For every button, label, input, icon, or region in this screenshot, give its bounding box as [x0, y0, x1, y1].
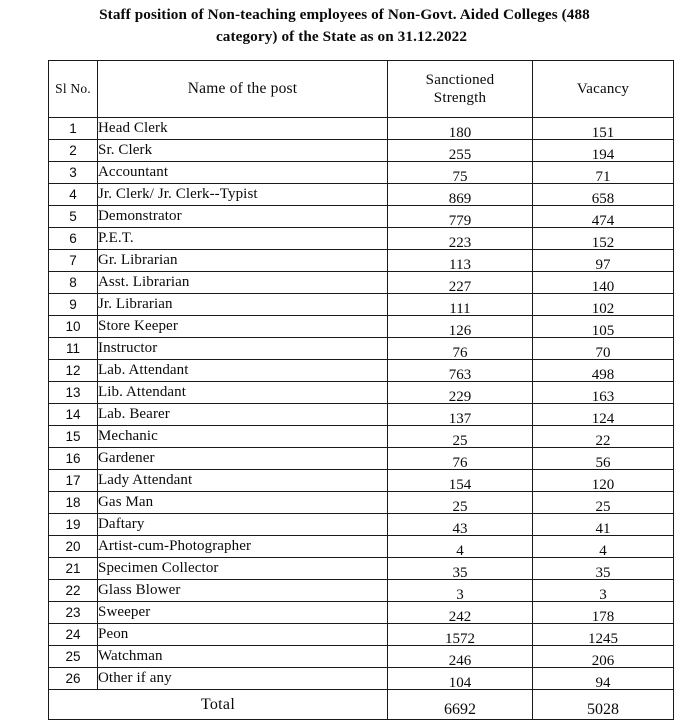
- cell-vacancy: [533, 514, 674, 536]
- cell-sanctioned-strength-value: 227: [448, 279, 472, 295]
- cell-vacancy: [533, 470, 674, 492]
- cell-vacancy-value: 206: [591, 653, 615, 669]
- cell-sanctioned-strength-value: 255: [448, 147, 472, 163]
- cell-sanctioned-strength: [388, 624, 533, 646]
- cell-sanctioned-strength-value: 180: [448, 125, 472, 141]
- cell-name-of-post: Daftary: [98, 514, 388, 536]
- column-header-sanctioned-strength-line1: Sanctioned: [425, 72, 495, 88]
- cell-vacancy-value: 71: [595, 169, 611, 185]
- cell-vacancy-value: 120: [591, 477, 615, 493]
- cell-name-of-post: Peon: [98, 624, 388, 646]
- cell-sanctioned-strength: [388, 470, 533, 492]
- cell-vacancy-value: 498: [591, 367, 615, 383]
- cell-sanctioned-strength: [388, 272, 533, 294]
- cell-vacancy: [533, 228, 674, 250]
- cell-sanctioned-strength: [388, 338, 533, 360]
- cell-name-of-post: Specimen Collector: [98, 558, 388, 580]
- table-row: [49, 492, 674, 514]
- cell-sanctioned-strength-value: 763: [448, 367, 472, 383]
- cell-sanctioned-strength: [388, 118, 533, 140]
- cell-sanctioned-strength-value: 25: [452, 499, 468, 515]
- table-row: [49, 382, 674, 404]
- table-body: [49, 118, 674, 720]
- cell-name-of-post: Head Clerk: [98, 118, 388, 140]
- cell-name-of-post: Jr. Clerk/ Jr. Clerk--Typist: [98, 184, 388, 206]
- cell-vacancy-value: 124: [591, 411, 615, 427]
- cell-vacancy-value: 35: [595, 565, 611, 581]
- cell-name-of-post: Artist-cum-Photographer: [98, 536, 388, 558]
- cell-vacancy-value: 163: [591, 389, 615, 405]
- cell-sanctioned-strength: [388, 646, 533, 668]
- cell-vacancy: [533, 162, 674, 184]
- table-row: [49, 184, 674, 206]
- cell-sl-no: 5: [49, 206, 98, 228]
- cell-vacancy: [533, 558, 674, 580]
- cell-sl-no: 14: [49, 404, 98, 426]
- cell-name-of-post: Asst. Librarian: [98, 272, 388, 294]
- table-header-row: [49, 61, 674, 118]
- table-row: [49, 360, 674, 382]
- cell-sanctioned-strength-value: 246: [448, 653, 472, 669]
- cell-sanctioned-strength: [388, 580, 533, 602]
- page-title: [0, 4, 683, 48]
- cell-vacancy-value: 151: [591, 125, 615, 141]
- cell-sl-no: 6: [49, 228, 98, 250]
- cell-vacancy-value: 152: [591, 235, 615, 251]
- cell-vacancy-value: 178: [591, 609, 615, 625]
- cell-sl-no: 22: [49, 580, 98, 602]
- cell-sanctioned-strength-value: 25: [452, 433, 468, 449]
- cell-vacancy: [533, 272, 674, 294]
- cell-sanctioned-strength-value: 35: [452, 565, 468, 581]
- cell-sanctioned-strength: [388, 448, 533, 470]
- cell-vacancy: [533, 118, 674, 140]
- table-row: [49, 646, 674, 668]
- cell-vacancy: [533, 360, 674, 382]
- cell-sanctioned-strength: [388, 162, 533, 184]
- cell-sanctioned-strength-value: 869: [448, 191, 472, 207]
- cell-vacancy: [533, 492, 674, 514]
- cell-sanctioned-strength: [388, 206, 533, 228]
- table-row: [49, 118, 674, 140]
- cell-vacancy: [533, 448, 674, 470]
- cell-sanctioned-strength: [388, 558, 533, 580]
- cell-name-of-post: Sweeper: [98, 602, 388, 624]
- total-vacancy: [533, 690, 674, 720]
- cell-name-of-post: Watchman: [98, 646, 388, 668]
- column-header-sanctioned-strength-line2: Strength: [433, 90, 487, 106]
- cell-vacancy: [533, 404, 674, 426]
- cell-sl-no: 1: [49, 118, 98, 140]
- cell-vacancy-value: 474: [591, 213, 615, 229]
- table-total-row: [49, 690, 674, 720]
- cell-sanctioned-strength: [388, 316, 533, 338]
- cell-sanctioned-strength: [388, 360, 533, 382]
- cell-sanctioned-strength-value: 779: [448, 213, 472, 229]
- column-header-sanctioned-strength: [388, 61, 533, 118]
- table-row: [49, 470, 674, 492]
- table-row: [49, 404, 674, 426]
- cell-sl-no: 10: [49, 316, 98, 338]
- cell-vacancy: [533, 206, 674, 228]
- table-row: [49, 206, 674, 228]
- table-row: [49, 514, 674, 536]
- column-header-name-of-post: Name of the post: [98, 61, 388, 118]
- total-vacancy-value: 5028: [587, 700, 619, 718]
- table-row: [49, 536, 674, 558]
- cell-vacancy: [533, 382, 674, 404]
- cell-vacancy: [533, 602, 674, 624]
- cell-name-of-post: Instructor: [98, 338, 388, 360]
- cell-sanctioned-strength-value: 3: [456, 587, 464, 603]
- cell-sanctioned-strength-value: 229: [448, 389, 472, 405]
- cell-sanctioned-strength-value: 76: [452, 455, 468, 471]
- cell-sanctioned-strength: [388, 228, 533, 250]
- cell-vacancy-value: 102: [591, 301, 615, 317]
- cell-vacancy-value: 194: [591, 147, 615, 163]
- cell-sanctioned-strength-value: 76: [452, 345, 468, 361]
- cell-vacancy-value: 70: [595, 345, 611, 361]
- cell-sanctioned-strength-value: 43: [452, 521, 468, 537]
- cell-sanctioned-strength: [388, 668, 533, 690]
- cell-sanctioned-strength: [388, 184, 533, 206]
- cell-name-of-post: P.E.T.: [98, 228, 388, 250]
- cell-sanctioned-strength-value: 4: [456, 543, 464, 559]
- cell-sl-no: 8: [49, 272, 98, 294]
- cell-sl-no: 12: [49, 360, 98, 382]
- cell-name-of-post: Mechanic: [98, 426, 388, 448]
- cell-vacancy-value: 140: [591, 279, 615, 295]
- table-row: [49, 294, 674, 316]
- cell-vacancy: [533, 536, 674, 558]
- cell-sanctioned-strength: [388, 140, 533, 162]
- cell-name-of-post: Demonstrator: [98, 206, 388, 228]
- cell-name-of-post: Store Keeper: [98, 316, 388, 338]
- table-row: [49, 140, 674, 162]
- table-row: [49, 272, 674, 294]
- cell-sl-no: 23: [49, 602, 98, 624]
- table-row: [49, 162, 674, 184]
- table-row: [49, 250, 674, 272]
- cell-sanctioned-strength: [388, 602, 533, 624]
- cell-vacancy-value: 25: [595, 499, 611, 515]
- cell-name-of-post: Other if any: [98, 668, 388, 690]
- cell-sanctioned-strength: [388, 492, 533, 514]
- cell-sanctioned-strength-value: 111: [449, 301, 471, 317]
- table-row: [49, 602, 674, 624]
- cell-sl-no: 24: [49, 624, 98, 646]
- cell-vacancy-value: 22: [595, 433, 611, 449]
- cell-vacancy: [533, 338, 674, 360]
- cell-vacancy-value: 1245: [588, 631, 618, 647]
- cell-sanctioned-strength: [388, 250, 533, 272]
- cell-name-of-post: Gr. Librarian: [98, 250, 388, 272]
- cell-sl-no: 17: [49, 470, 98, 492]
- cell-vacancy-value: 105: [591, 323, 615, 339]
- cell-sanctioned-strength: [388, 294, 533, 316]
- cell-name-of-post: Sr. Clerk: [98, 140, 388, 162]
- cell-vacancy-value: 97: [595, 257, 611, 273]
- cell-vacancy: [533, 580, 674, 602]
- cell-name-of-post: Lady Attendant: [98, 470, 388, 492]
- table-row: [49, 316, 674, 338]
- cell-sanctioned-strength-value: 113: [449, 257, 471, 273]
- cell-sanctioned-strength-value: 104: [448, 675, 472, 691]
- cell-sl-no: 25: [49, 646, 98, 668]
- cell-sanctioned-strength: [388, 514, 533, 536]
- table-row: [49, 624, 674, 646]
- table-row: [49, 580, 674, 602]
- table-row: [49, 426, 674, 448]
- table-row: [49, 558, 674, 580]
- table-row: [49, 668, 674, 690]
- cell-name-of-post: Accountant: [98, 162, 388, 184]
- cell-sl-no: 9: [49, 294, 98, 316]
- cell-sl-no: 18: [49, 492, 98, 514]
- cell-name-of-post: Lib. Attendant: [98, 382, 388, 404]
- cell-sl-no: 19: [49, 514, 98, 536]
- cell-sl-no: 20: [49, 536, 98, 558]
- cell-sanctioned-strength: [388, 536, 533, 558]
- cell-vacancy: [533, 624, 674, 646]
- staff-position-table-container: [48, 60, 673, 720]
- cell-sanctioned-strength-value: 126: [448, 323, 472, 339]
- cell-sl-no: 3: [49, 162, 98, 184]
- cell-sanctioned-strength-value: 1572: [445, 631, 475, 647]
- cell-sanctioned-strength-value: 242: [448, 609, 472, 625]
- cell-name-of-post: Jr. Librarian: [98, 294, 388, 316]
- cell-vacancy: [533, 250, 674, 272]
- page-title-line-2: category) of the State as on 31.12.2022: [215, 28, 468, 45]
- cell-sl-no: 7: [49, 250, 98, 272]
- total-label: Total: [49, 690, 388, 720]
- cell-vacancy: [533, 140, 674, 162]
- total-sanctioned-strength-value: 6692: [444, 700, 476, 718]
- cell-name-of-post: Glass Blower: [98, 580, 388, 602]
- cell-sanctioned-strength-value: 75: [452, 169, 468, 185]
- page-title-line-1: Staff position of Non-teaching employees of Non-Govt. Aided Colleges (488: [99, 6, 590, 23]
- cell-sl-no: 26: [49, 668, 98, 690]
- table-header: [49, 61, 674, 118]
- cell-sl-no: 11: [49, 338, 98, 360]
- cell-sl-no: 16: [49, 448, 98, 470]
- cell-name-of-post: Gas Man: [98, 492, 388, 514]
- cell-vacancy: [533, 294, 674, 316]
- cell-vacancy: [533, 668, 674, 690]
- cell-sanctioned-strength-value: 223: [448, 235, 472, 251]
- table-row: [49, 338, 674, 360]
- table-row: [49, 228, 674, 250]
- cell-sanctioned-strength-value: 154: [448, 477, 472, 493]
- cell-name-of-post: Lab. Attendant: [98, 360, 388, 382]
- cell-vacancy: [533, 184, 674, 206]
- table-row: [49, 448, 674, 470]
- cell-vacancy-value: 41: [595, 521, 611, 537]
- cell-sl-no: 21: [49, 558, 98, 580]
- cell-vacancy: [533, 316, 674, 338]
- column-header-vacancy: Vacancy: [533, 61, 674, 118]
- cell-sl-no: 15: [49, 426, 98, 448]
- cell-vacancy-value: 94: [595, 675, 611, 691]
- cell-vacancy-value: 3: [599, 587, 607, 603]
- staff-position-table: [48, 60, 674, 720]
- cell-sl-no: 13: [49, 382, 98, 404]
- cell-vacancy: [533, 426, 674, 448]
- cell-sl-no: 2: [49, 140, 98, 162]
- cell-name-of-post: Lab. Bearer: [98, 404, 388, 426]
- cell-vacancy: [533, 646, 674, 668]
- cell-sanctioned-strength: [388, 426, 533, 448]
- cell-sanctioned-strength: [388, 404, 533, 426]
- column-header-sl-no: Sl No.: [49, 61, 98, 118]
- total-sanctioned-strength: [388, 690, 533, 720]
- cell-sl-no: 4: [49, 184, 98, 206]
- cell-vacancy-value: 658: [591, 191, 615, 207]
- cell-sanctioned-strength-value: 137: [448, 411, 472, 427]
- cell-sanctioned-strength: [388, 382, 533, 404]
- cell-vacancy-value: 4: [599, 543, 607, 559]
- cell-vacancy-value: 56: [595, 455, 611, 471]
- cell-name-of-post: Gardener: [98, 448, 388, 470]
